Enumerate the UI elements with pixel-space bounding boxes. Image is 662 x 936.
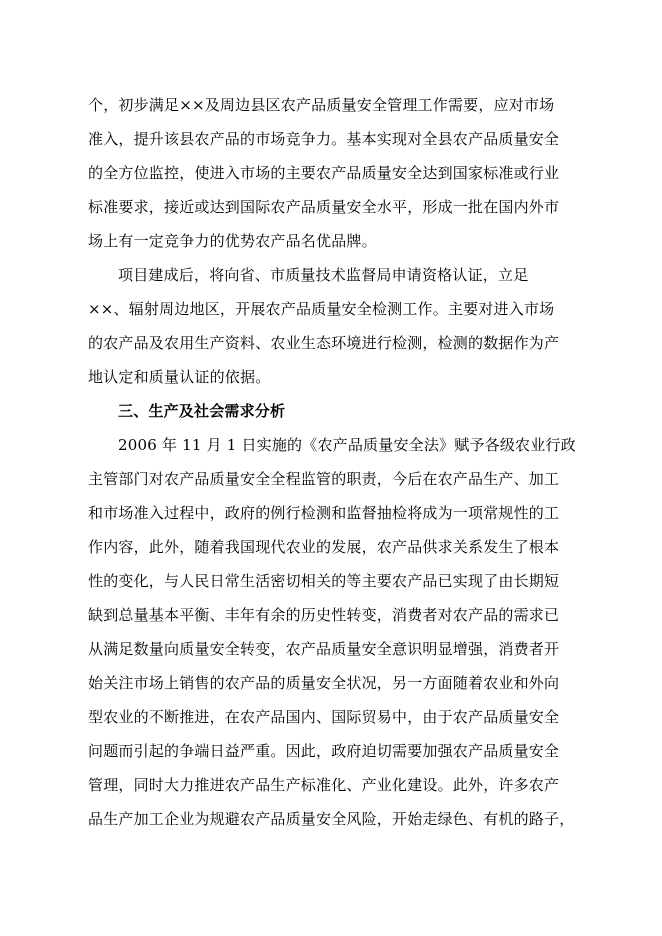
paragraph-line: 个，初步满足××及周边县区农产品质量安全管理工作需要，应对市场 [88,96,555,114]
paragraph-line: ××、辐射周边地区，开展农产品质量安全检测工作。主要对进入市场 [88,300,555,318]
paragraph-line: 作内容，此外，随着我国现代农业的发展，农产品供求关系发生了根本 [88,538,560,556]
paragraph-line: 问题而引起的争端日益严重。因此，政府迫切需要加强农产品质量安全 [88,742,560,760]
paragraph-line: 项目建成后，将向省、市质量技术监督局申请资格认证，立足 [118,266,529,284]
paragraph-line: 缺到总量基本平衡、丰年有余的历史性转变，消费者对农产品的需求已 [88,606,560,624]
section-heading: 三、生产及社会需求分析 [118,402,286,420]
paragraph-line: 准入，提升该县农产品的市场竞争力。基本实现对全县农产品质量安全 [88,130,560,148]
paragraph-line: 性的变化，与人民日常生活密切相关的等主要农产品已实现了由长期短 [88,572,560,590]
paragraph-line: 2006 年 11 月 1 日实施的《农产品质量安全法》赋予各级农业行政 [118,436,576,454]
paragraph-line: 从满足数量向质量安全转变，农产品质量安全意识明显增强，消费者开 [88,640,560,658]
paragraph-line: 主管部门对农产品质量安全全程监管的职责，今后在农产品生产、加工 [88,470,560,488]
paragraph-line: 的全方位监控，使进入市场的主要农产品质量安全达到国家标准或行业 [88,164,560,182]
body-text [88,88,588,836]
paragraph-line: 场上有一定竞争力的优势农产品名优品牌。 [88,232,377,250]
paragraph-line: 标准要求，接近或达到国际农产品质量安全水平，形成一批在国内外市 [88,198,560,216]
paragraph-line: 地认定和质量认证的依据。 [88,368,271,386]
paragraph-line: 和市场准入过程中，政府的例行检测和监督抽检将成为一项常规性的工 [88,504,560,522]
paragraph-line: 型农业的不断推进，在农产品国内、国际贸易中，由于农产品质量安全 [88,708,560,726]
paragraph-line: 始关注市场上销售的农产品的质量安全状况，另一方面随着农业和外向 [88,674,560,692]
paragraph-line: 管理，同时大力推进农产品生产标准化、产业化建设。此外，许多农产 [88,776,560,794]
paragraph-line: 的农产品及农用生产资料、农业生态环境进行检测，检测的数据作为产 [88,334,560,352]
paragraph-line: 品生产加工企业为规避农产品质量安全风险，开始走绿色、有机的路子， [88,810,575,828]
